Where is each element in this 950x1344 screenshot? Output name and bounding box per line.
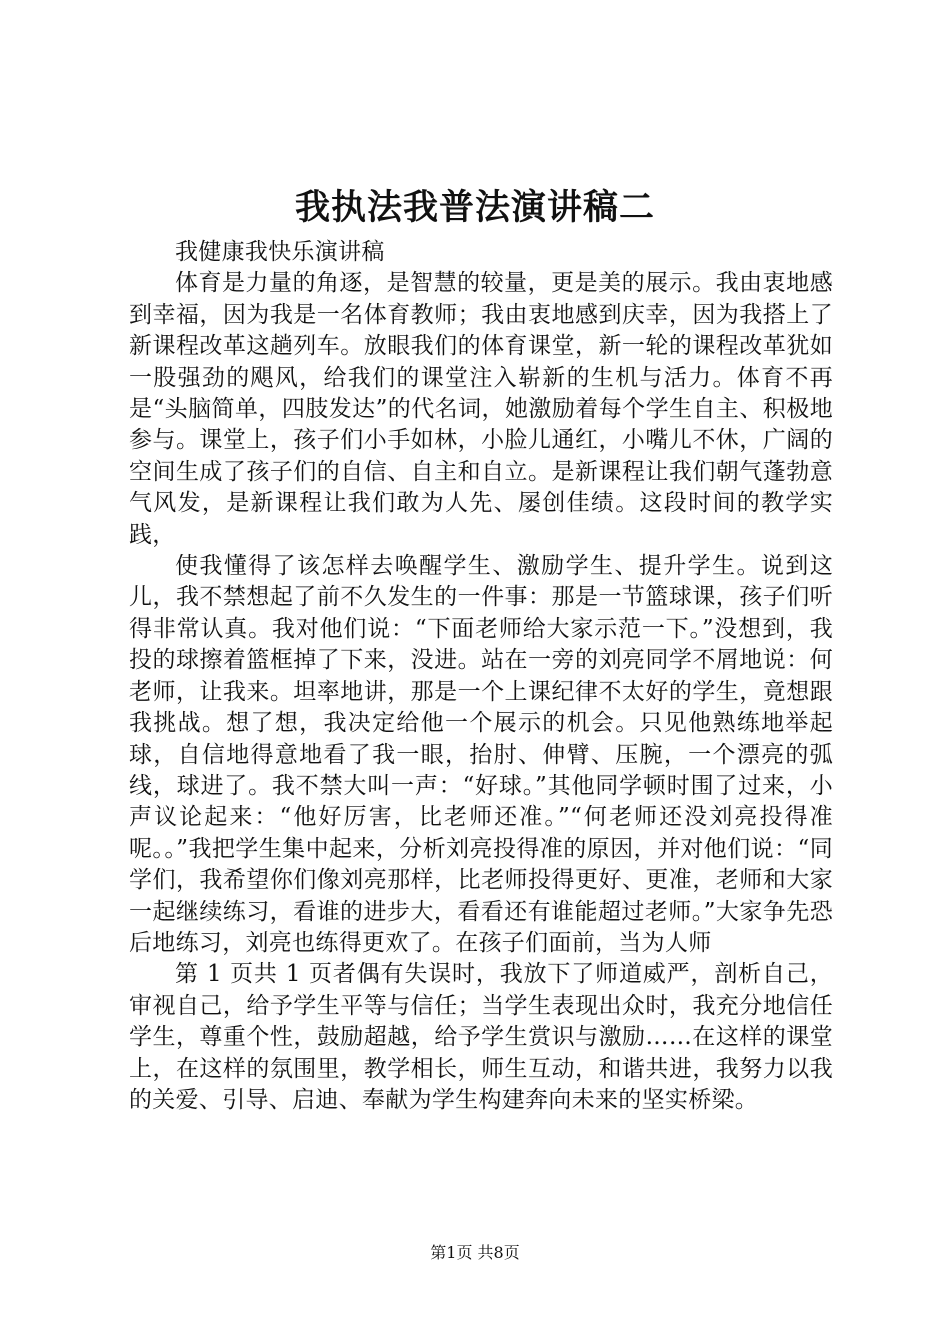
page-footer: 第1页 共8页 (430, 1243, 520, 1262)
paragraph: 体育是力量的角逐，是智慧的较量，更是美的展示。我由衷地感到幸福，因为我是一名体育教师；我由衷地感到庆幸，因为我搭上了新课程改革这趟列车。放眼我们的体育课堂，新一轮的课程改革犹如一股强劲的飓风，给我们的课堂注入崭新的生机与活力。体育不再是“头脑简单，四肢发达”的代名词，她激励着每个学生自主、积极地参与。课堂上，孩子们小手如林，小脸儿通红，小嘴儿不休，广阔的空间生成了孩子们的自信、自主和自立。是新课程让我们朝气蓬勃意气风发，是新课程让我们敢为人先、屡创佳绩。这段时间的教学实践， (129, 270, 833, 548)
paragraph: 第 1 页共 1 页者偶有失误时，我放下了师道威严，剖析自己，审视自己，给予学生平等与信任；当学生表现出众时，我充分地信任学生，尊重个性，鼓励超越，给予学生赏识与激励……在这样的课堂上，在这样的氛围里，教学相长，师生互动，和谐共进，我努力以我的关爱、引导、启迪、奉献为学生构建奔向未来的坚实桥梁。 (129, 961, 833, 1113)
article-body (129, 237, 833, 1116)
page-title: 我执法我普法演讲稿二 (294, 187, 655, 228)
paragraph-subtitle: 我健康我快乐演讲稿 (175, 239, 385, 265)
paragraph: 使我懂得了该怎样去唤醒学生、激励学生、提升学生。说到这儿，我不禁想起了前不久发生的一件事：那是一节篮球课，孩子们听得非常认真。我对他们说：“下面老师给大家示范一下。”没想到，我投的球擦着篮框掉了下来，没进。站在一旁的刘亮同学不屑地说：何老师，让我来。坦率地讲，那是一个上课纪律不太好的学生，竟想跟我挑战。想了想，我决定给他一个展示的机会。只见他熟练地举起球，自信地得意地看了我一眼，抬肘、伸臂、压腕，一个漂亮的弧线，球进了。我不禁大叫一声：“好球。”其他同学顿时围了过来，小声议论起来：“他好厉害，比老师还准。”“何老师还没刘亮投得准呢。。”我把学生集中起来，分析刘亮投得准的原因，并对他们说：“同学们，我希望你们像刘亮那样，比老师投得更好、更准，老师和大家一起继续练习，看谁的进步大，看看还有谁能超过老师。”大家争先恐后地练习，刘亮也练得更欢了。在孩子们面前，当为人师 (129, 553, 833, 956)
